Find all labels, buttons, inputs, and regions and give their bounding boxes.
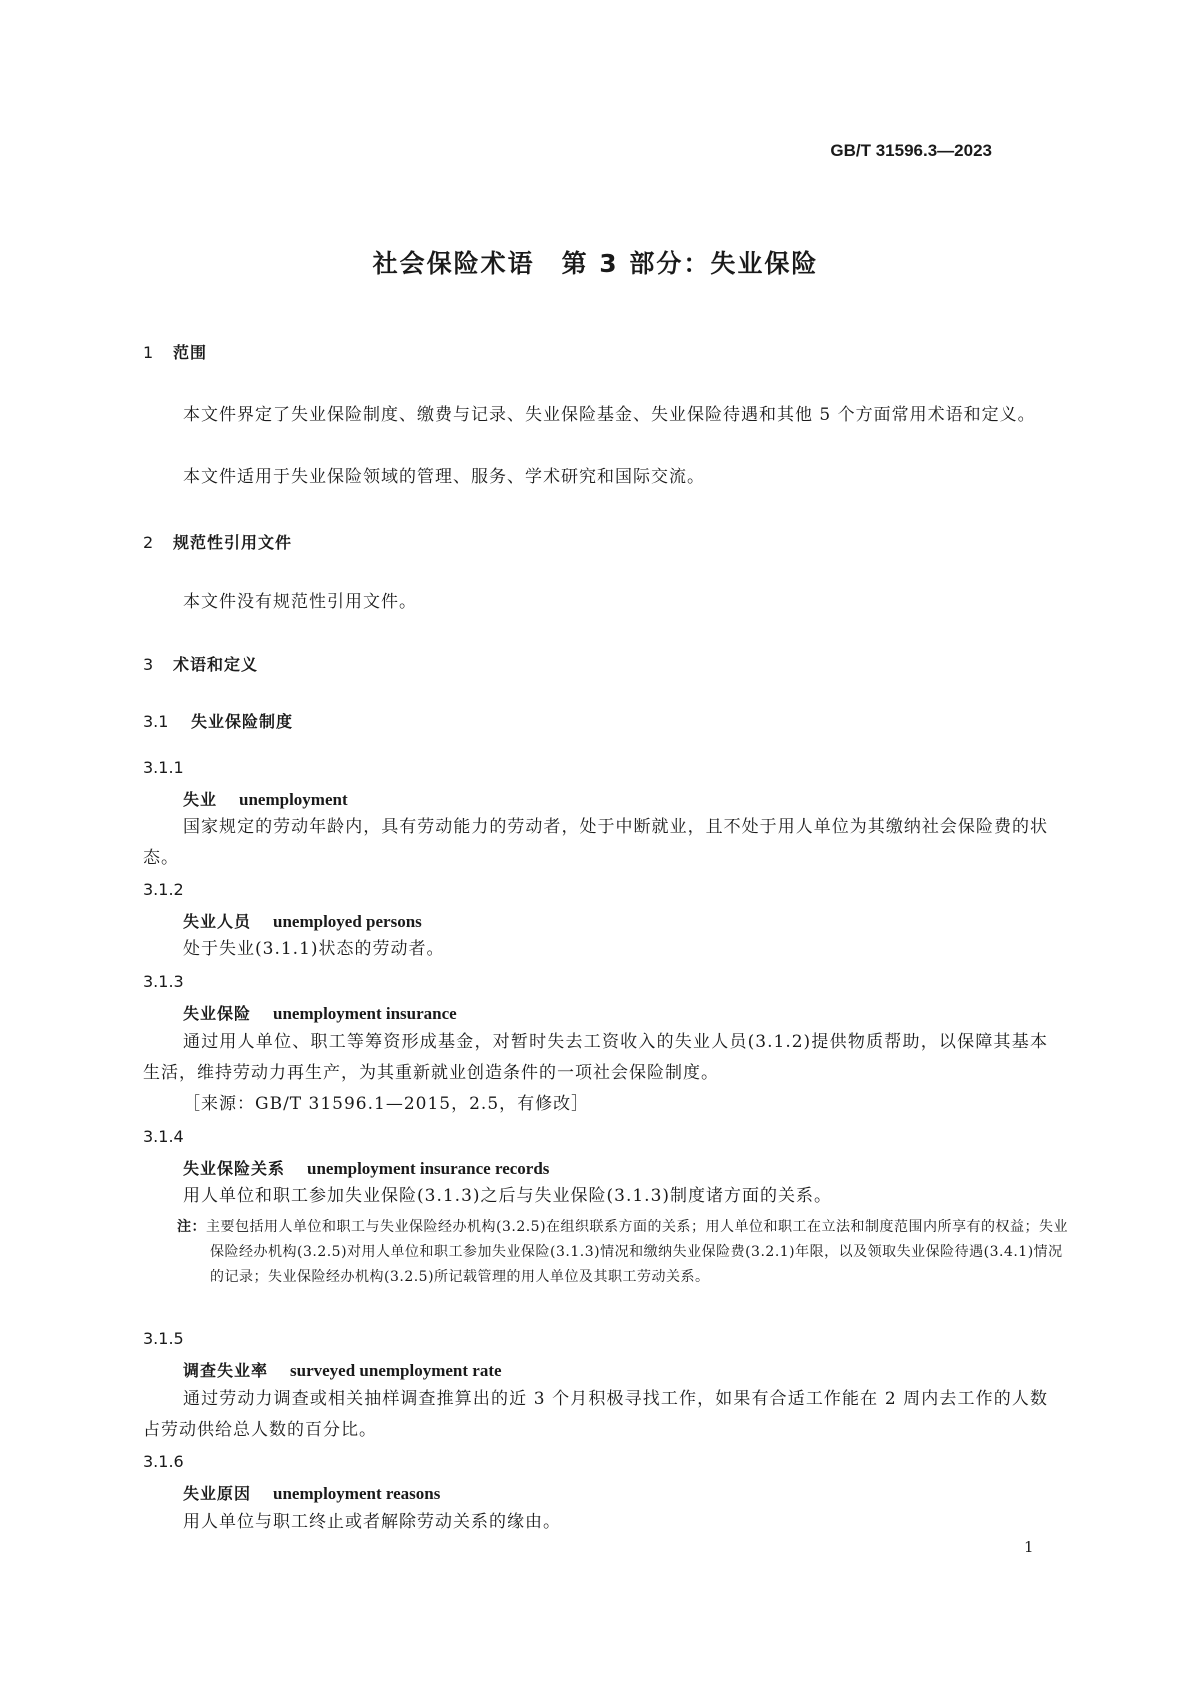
standard-code: GB/T 31596.3—2023 [830, 141, 992, 160]
term-note [177, 1215, 1072, 1290]
term-definition: 处于失业(3.1.1)状态的劳动者。 [183, 939, 445, 959]
term-chinese: 失业人员 [183, 912, 252, 931]
section-title: 术语和定义 [173, 655, 259, 674]
term-english: unemployment [239, 790, 348, 809]
term-definition: 用人单位和职工参加失业保险(3.1.3)之后与失业保险(3.1.3)制度诸方面的关系。 [183, 1186, 833, 1206]
term-definition: 通过劳动力调查或相关抽样调查推算出的近 3 个月积极寻找工作，如果有合适工作能在 2 周内去工作的人数占劳动供给总人数的百分比。 [143, 1389, 1048, 1440]
subsection-number: 3.1 [143, 712, 169, 731]
section-1-heading [143, 340, 207, 363]
term-chinese: 调查失业率 [183, 1361, 269, 1380]
term-number: 3.1.1 [143, 758, 184, 777]
section-3-heading [143, 652, 258, 675]
term-chinese: 失业 [183, 790, 218, 809]
section-title: 规范性引用文件 [173, 533, 293, 552]
term-chinese: 失业保险关系 [183, 1159, 286, 1178]
term-definition: 国家规定的劳动年龄内，具有劳动能力的劳动者，处于中断就业，且不处于用人单位为其缴纳社会保险费的状态。 [143, 817, 1048, 868]
term-chinese: 失业原因 [183, 1484, 252, 1503]
page-number: 1 [1024, 1538, 1034, 1556]
term-heading [183, 787, 348, 810]
term-source: ［来源：GB/T 31596.1—2015，2.5，有修改］ [183, 1094, 590, 1114]
term-number: 3.1.4 [143, 1127, 184, 1146]
document-title: 社会保险术语 第 3 部分：失业保险 [372, 249, 819, 278]
term-number: 3.1.3 [143, 972, 184, 991]
term-english: unemployment insurance records [307, 1159, 550, 1178]
note-body [177, 1215, 1072, 1290]
scope-paragraph-2: 本文件适用于失业保险领域的管理、服务、学术研究和国际交流。 [183, 467, 705, 487]
section-2-heading [143, 530, 292, 553]
term-english: unemployment insurance [273, 1004, 457, 1023]
note-text: 主要包括用人单位和职工与失业保险经办机构(3.2.5)在组织联系方面的关系；用人单位和职工在立法和制度范围内所享有的权益；失业保险经办机构(3.2.5)对用人单位和职工参加失业保险(3.1.3)情况和缴纳失业保险费(3.2.1)年限，以及领取失业保险待遇(3.4.1)情况的记录；失业保险经办机构(3.2.5)所记载管理的用人单位及其职工劳动关系。 [206, 1219, 1069, 1285]
term-heading [183, 909, 422, 932]
term-definition: 通过用人单位、职工等筹资形成基金，对暂时失去工资收入的失业人员(3.1.2)提供物质帮助，以保障其基本生活，维持劳动力再生产，为其重新就业创造条件的一项社会保险制度。 [143, 1032, 1048, 1083]
subsection-title: 失业保险制度 [191, 712, 294, 731]
term-english: unemployed persons [273, 912, 422, 931]
section-number: 2 [143, 533, 154, 552]
section-title: 范围 [173, 343, 208, 362]
term-number: 3.1.6 [143, 1452, 184, 1471]
term-number: 3.1.5 [143, 1329, 184, 1348]
term-heading [183, 1481, 440, 1504]
section-number: 1 [143, 343, 154, 362]
scope-paragraph-1: 本文件界定了失业保险制度、缴费与记录、失业保险基金、失业保险待遇和其他 5 个方面常用术语和定义。 [183, 405, 1036, 425]
term-number: 3.1.2 [143, 880, 184, 899]
term-heading [183, 1156, 549, 1179]
term-chinese: 失业保险 [183, 1004, 252, 1023]
term-definition: 用人单位与职工终止或者解除劳动关系的缘由。 [183, 1512, 561, 1532]
subsection-3-1-heading [143, 709, 293, 732]
note-label: 注： [177, 1219, 206, 1235]
normative-references-paragraph: 本文件没有规范性引用文件。 [183, 592, 417, 612]
term-heading [183, 1001, 457, 1024]
term-heading [183, 1358, 502, 1381]
term-english: unemployment reasons [273, 1484, 441, 1503]
term-english: surveyed unemployment rate [290, 1361, 502, 1380]
section-number: 3 [143, 655, 154, 674]
